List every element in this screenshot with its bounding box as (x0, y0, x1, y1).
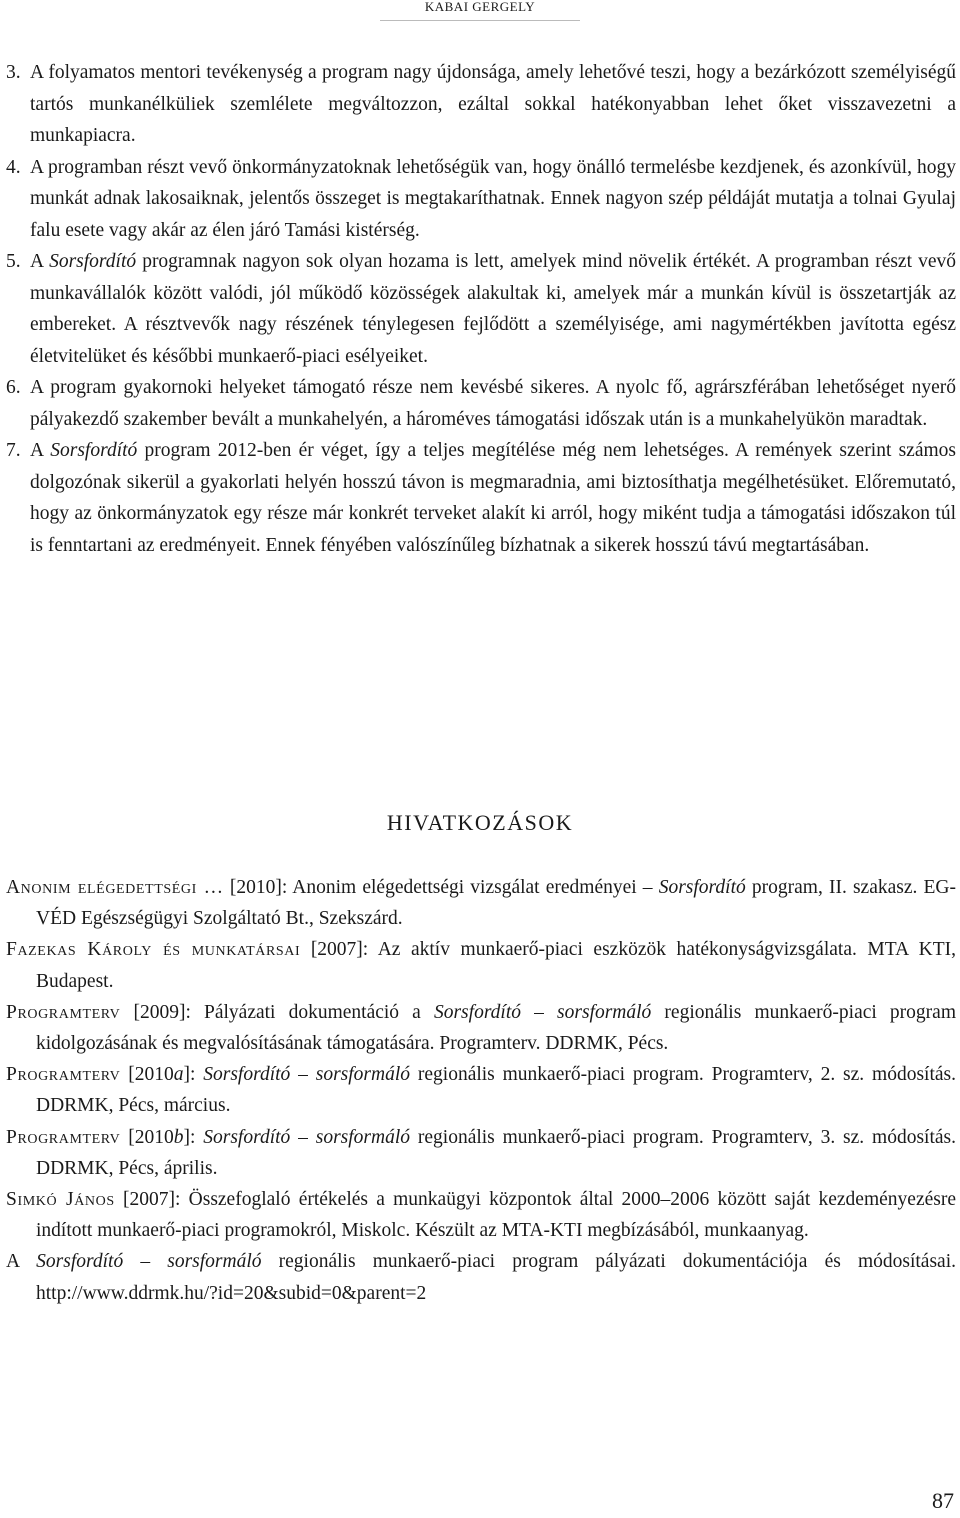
item-number: 6. (6, 377, 21, 398)
reference-entry: Programterv [2009]: Pályázati dokumentáció a Sorsfordító – sorsformáló regionális munkaerő-piaci program kidolgozásának és megvalósításának támogatására. Programterv. DDRMK, Pécs. (6, 1001, 956, 1055)
page-number: 87 (932, 1488, 954, 1513)
reference-entry: Programterv [2010b]: Sorsfordító – sorsformáló regionális munkaerő-piaci program. Programterv, 3. sz. módosítás. DDRMK, Pécs, április. (6, 1126, 956, 1179)
item-number: 3. (6, 62, 21, 83)
item-number: 7. (6, 440, 21, 461)
reference-entry: Programterv [2010a]: Sorsfordító – sorsformáló regionális munkaerő-piaci program. Programterv, 2. sz. módosítás. DDRMK, Pécs, március. (6, 1064, 956, 1117)
reference-entry: Anonim elégedettségi … [2010]: Anonim elégedettségi vizsgálat eredményei – Sorsfordító program, II. szakasz. EG-VÉD Egészségügyi Szolgáltató Bt., Szekszárd. (6, 877, 957, 930)
list-item: 7. A Sorsfordító program 2012-ben ér véget, így a teljes megítélése még nem lehetséges. A remények szerint számos dolgozónak sikerül a gyakorlati helyén hosszú távon is megmaradnia, ami biztosíthatja megélhetésüket. Előremutató, hogy az önkormányzatok egy része már konkrét terveket alakít ki arról, hogy miként tudja a támogatási időszakon túl is fenntartani az eredményeit. Ennek fényében valószínűleg bízhatnak a sikerek hosszú távú megtartásában. (6, 435, 956, 561)
running-head: KABAI GERGELY (380, 0, 580, 21)
references-list (6, 872, 956, 1309)
list-item: 6. A program gyakornoki helyeket támogató része nem kevésbé sikeres. A nyolc fő, agrárszférában lehetőséget nyerő pályakezdő szakember bevált a munkahelyén, a hároméves támogatási időszak után is a munkahelyükön maradtak. (6, 372, 956, 435)
reference-entry: Simkó János [2007]: Összefoglaló értékelés a munkaügyi központok által 2000–2006 között saját kezdeményezésre indított munkaerő-piaci programokról, Miskolc. Készült az MTA-KTI megbízásából, munkaanyag. (6, 1189, 956, 1242)
reference-entry: A Sorsfordító – sorsformáló regionális munkaerő-piaci program pályázati dokumentációja és módosításai. http://www.ddrmk.hu/?id=20&subid=0&parent=2 (6, 1251, 956, 1304)
reference-entry: Fazekas Károly és munkatársai [2007]: Az aktív munkaerő-piaci eszközök hatékonyságvizsgálata. MTA KTI, Budapest. (6, 939, 956, 992)
item-number: 5. (6, 251, 21, 272)
list-item: 3. A folyamatos mentori tevékenység a program nagy újdonsága, amely lehetővé teszi, hogy a bezárkózott személyiségű tartós munkanélküliek szemlélete megváltozzon, ezáltal sokkal hatékonyabban lehet őket visszavezetni a munkapiacra. (6, 57, 956, 152)
references-heading: HIVATKOZÁSOK (386, 810, 574, 835)
item-number: 4. (6, 156, 21, 178)
list-item: 5. A Sorsfordító programnak nagyon sok olyan hozama is lett, amelyek mind növelik értékét. A programban részt vevő munkavállalók között valódi, jól működő közösségek alakultak ki, amelyek már a munkán kívül is összetartják az embereket. A résztvevők nagy részének ténylegesen fejlődött a személyisége, ami nagymértékben javította egész életvitelüket és későbbi munkaerő-piaci esélyeiket. (6, 246, 956, 372)
numbered-list (6, 57, 956, 561)
list-item: 4. A programban részt vevő önkormányzatoknak lehetőségük van, hogy önálló termelésbe kezdjenek, és azonkívül, hogy munkát adnak lakosaiknak, jelentős összeget is megtakaríthatnak. Ennek nagyon szép példáját mutatja a tolnai Gyulaj falu esete vagy akár az élen járó Tamási kistérség. (6, 152, 956, 247)
